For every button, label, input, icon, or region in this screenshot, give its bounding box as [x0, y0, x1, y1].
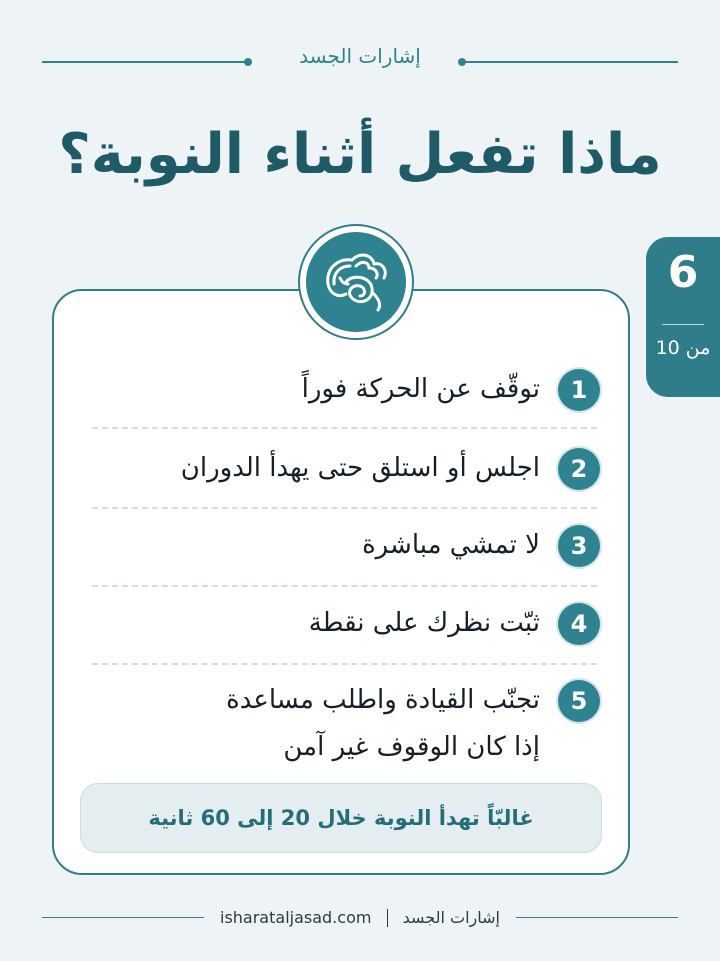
divider [92, 663, 597, 665]
footer-website[interactable]: isharataljasad.com [220, 908, 372, 927]
page-badge-divider [662, 324, 704, 325]
step-text: لا تمشي مباشرة [362, 530, 540, 560]
divider [92, 585, 597, 587]
step-text: اجلس أو استلق حتى يهدأ الدوران [180, 453, 540, 483]
divider [92, 507, 597, 509]
page-badge-current: 6 [667, 247, 699, 298]
footer-brand: إشارات الجسد [402, 908, 500, 927]
header-brand: إشارات الجسد [299, 44, 421, 68]
page-title: ماذا تفعل أثناء النوبة؟ [58, 122, 662, 187]
step-number: 3 [558, 525, 600, 567]
note-banner: غالبّاً تهدأ النوبة خلال 20 إلى 60 ثانية [80, 783, 602, 853]
footer-divider [387, 909, 388, 927]
step-text: تجنّب القيادة واطلب مساعدة [226, 685, 540, 715]
step-number: 2 [558, 448, 600, 490]
step-number: 5 [558, 680, 600, 722]
step-number: 4 [558, 603, 600, 645]
step-number: 1 [558, 369, 600, 411]
page-badge [646, 237, 720, 397]
divider [92, 427, 597, 429]
step-text-line2: إذا كان الوقوف غير آمن [283, 732, 540, 762]
page-badge-total: من 10 [655, 337, 711, 359]
footer [0, 907, 720, 927]
emblem [300, 226, 412, 338]
step-text: ثبّت نظرك على نقطة [308, 608, 540, 638]
step-text: توقّف عن الحركة فوراً [301, 374, 540, 404]
inner-ear-icon [312, 238, 400, 326]
